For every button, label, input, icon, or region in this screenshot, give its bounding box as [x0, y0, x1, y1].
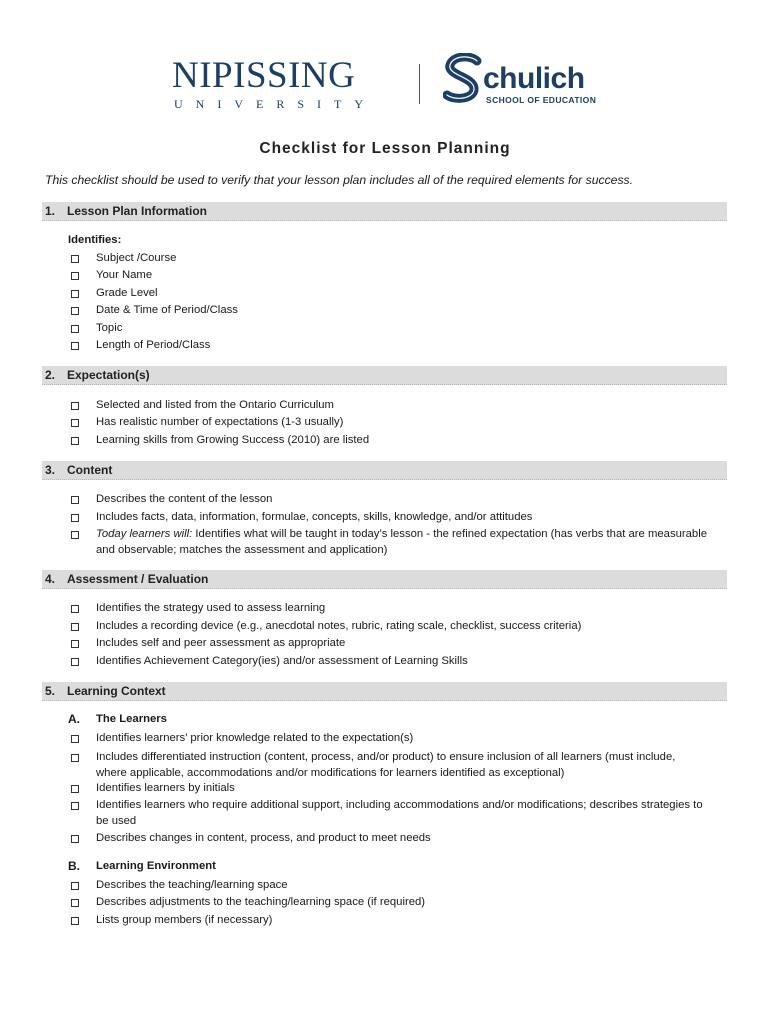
checklist-item: Topic [68, 320, 708, 336]
nipissing-subtitle: UNIVERSITY [174, 97, 376, 111]
section-3-header [42, 461, 727, 480]
checkbox[interactable] [71, 437, 79, 445]
checklist-item: Identifies learners’ prior knowledge related to the expectation(s) [68, 730, 708, 746]
checklist-item: Grade Level [68, 285, 708, 301]
section-number: 2. [45, 368, 56, 382]
intro-text: This checklist should be used to verify that your lesson plan includes all of the required elements for success. [45, 173, 634, 187]
nipissing-logo [172, 56, 398, 112]
subsection-heading: Learning Environment [96, 860, 216, 872]
section-number: 5. [45, 684, 56, 698]
subsection-heading: The Learners [96, 713, 167, 725]
checklist-item: Selected and listed from the Ontario Curriculum [68, 397, 708, 413]
section-5-header [42, 682, 727, 701]
checklist-item: Describes the teaching/learning space [68, 877, 708, 893]
checklist-item: Identifies Achievement Category(ies) and/or assessment of Learning Skills [68, 653, 708, 669]
checklist-item: Describes the content of the lesson [68, 491, 708, 507]
subsection-letter: A. [68, 712, 80, 726]
checkbox[interactable] [71, 658, 79, 666]
checklist-item: Includes facts, data, information, formulae, concepts, skills, knowledge, and/or attitudes [68, 509, 708, 525]
checkbox[interactable] [71, 325, 79, 333]
section-title: Expectation(s) [67, 368, 150, 382]
identifies-label: Identifies: [68, 234, 122, 246]
checklist-item: Includes a recording device (e.g., anecdotal notes, rubric, rating scale, checklist, success criteria) [68, 618, 708, 634]
checklist-item: Date & Time of Period/Class [68, 302, 708, 318]
section-title: Lesson Plan Information [67, 204, 208, 218]
checkbox[interactable] [71, 917, 79, 925]
section-2-header [42, 366, 727, 385]
section-number: 1. [45, 204, 56, 218]
checkbox[interactable] [71, 640, 79, 648]
page-title: Checklist for Lesson Planning [259, 140, 511, 157]
checkbox[interactable] [71, 419, 79, 427]
section-number: 4. [45, 572, 56, 586]
checklist-item: Subject /Course [68, 250, 708, 266]
section-1-header [42, 202, 727, 221]
checklist-item [68, 526, 708, 558]
checkbox[interactable] [71, 307, 79, 315]
section-title: Learning Context [67, 684, 166, 698]
checkbox[interactable] [71, 514, 79, 522]
checklist-item: Length of Period/Class [68, 337, 708, 353]
checklist-item: Your Name [68, 267, 708, 283]
checkbox[interactable] [71, 342, 79, 350]
checkbox[interactable] [71, 754, 79, 762]
checkbox[interactable] [71, 785, 79, 793]
section-number: 3. [45, 463, 56, 477]
section-title: Assessment / Evaluation [67, 572, 209, 586]
checkbox[interactable] [71, 605, 79, 613]
checklist-item: Identifies learners who require additional support, including accommodations and/or modifications; describes strategies to be used [68, 797, 708, 829]
checklist-item: Describes adjustments to the teaching/learning space (if required) [68, 894, 708, 910]
today-learners-prefix: Today learners will: [96, 528, 193, 540]
checklist-item: Identifies learners by initials [68, 780, 708, 796]
checkbox[interactable] [71, 802, 79, 810]
checklist-item: Describes changes in content, process, and product to meet needs [68, 830, 708, 846]
checkbox[interactable] [71, 623, 79, 631]
section-4-header [42, 570, 727, 589]
section-title: Content [67, 463, 113, 477]
checkbox[interactable] [71, 882, 79, 890]
schulich-logo [443, 53, 613, 107]
schulich-subtitle: SCHOOL OF EDUCATION [486, 95, 597, 105]
schulich-wordmark: chulich [483, 62, 585, 95]
checkbox[interactable] [71, 272, 79, 280]
checkbox[interactable] [71, 899, 79, 907]
checkbox[interactable] [71, 402, 79, 410]
checklist-item: Lists group members (if necessary) [68, 912, 708, 928]
checklist-item: Learning skills from Growing Success (2010) are listed [68, 432, 708, 448]
checkbox[interactable] [71, 735, 79, 743]
nipissing-wordmark: NIPISSING [172, 55, 356, 96]
checklist-item: Includes differentiated instruction (content, process, and/or product) to ensure inclusion of all learners (must include, where applicable, accommodations and/or modifications for learners identified as exceptional) [68, 749, 708, 781]
checklist-item: Has realistic number of expectations (1-3 usually) [68, 414, 708, 430]
checkbox[interactable] [71, 531, 79, 539]
checkbox[interactable] [71, 290, 79, 298]
checkbox[interactable] [71, 835, 79, 843]
logo-divider [419, 64, 420, 104]
checklist-item: Identifies the strategy used to assess learning [68, 600, 708, 616]
today-learners-text: Identifies what will be taught in today’s lesson - the refined expectation (has verbs that are measurable and observable; matches the assessment and application) [96, 528, 708, 556]
subsection-letter: B. [68, 859, 80, 873]
checkbox[interactable] [71, 496, 79, 504]
checklist-item: Includes self and peer assessment as appropriate [68, 635, 708, 651]
schulich-s-emblem-icon [443, 53, 483, 105]
checkbox[interactable] [71, 255, 79, 263]
